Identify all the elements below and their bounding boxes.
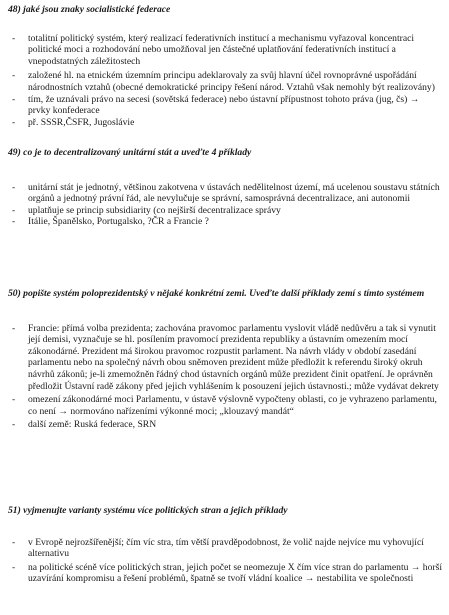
bullet-list bbox=[8, 33, 444, 129]
list-item: - Francie: přímá volba prezidenta; zachována pravomoc parlamentu vyslovit vládě nedůvěru a tak si vynutit její demisi, vyznačuje se hl. posílením pravomocí prezidenta republiky a ústavním omezením mocí zákonodárné. Prezident má širokou pravomoc rozpustit parlament. Na návrh vlády v období zasedání parlamentu nebo na společný návrh obou sněmoven prezident může předložit k referendu široký okruh návrhů zákonů; je-li zmemožněn řádný chod ústavních orgánů může prezident činit opatření. Je oprávněn předložit Ústavní radě zákony před jejich vyhlášením k posouzení jejich ústavnosti.; může vydávat dekrety bbox=[8, 323, 444, 393]
section-heading: 49) co je to decentralizovaný unitární stát a uveďte 4 příklady bbox=[8, 147, 252, 158]
section-heading: 50) popište systém poloprezidentský v nějaké konkrétní zemi. Uveďte další příklady zemí s tímto systémem bbox=[8, 288, 425, 299]
list-item: - v Evropě nejrozšířenější; čím víc stra, tím větší pravděpodobnost, že volič najde nejvíce mu vyhovující alternativu bbox=[8, 537, 444, 560]
section-50 bbox=[8, 288, 444, 433]
list-item: - totalitní politický systém, který realizací federativních institucí a mechanismu vyřazoval koncentraci politické moci a rozhodování nebo umožňoval jen částečné uplatňování federativních institucí a vnepodstatných záležitostech bbox=[8, 33, 444, 68]
bullet-list bbox=[8, 323, 444, 431]
list-item: - Itálie, Španělsko, Portugalsko, ?ČR a Francie ? bbox=[8, 216, 444, 228]
section-51 bbox=[8, 505, 444, 585]
section-48 bbox=[8, 4, 444, 128]
list-item: - unitární stát je jednotný, většinou zakotvena v ústavách nedělitelnost území, má ucelenou soustavu státních orgánů a jednotný právní řád, ale nevylučuje se správní, samosprávná decentralizace, ani autonomii bbox=[8, 182, 444, 205]
list-item: - založené hl. na etnickém územním principu adeklarovaly za svůj hlavní účel rovnoprávné uspořádání národnostních vztahů (obecné demokratické principy řešení národ. Vztahů však nemohly být realizovány) bbox=[8, 70, 444, 93]
list-item: - př. SSSR,ČSFR, Jugoslávie bbox=[8, 117, 444, 129]
section-49 bbox=[8, 147, 444, 228]
list-item: - na politické scéně více politických stran, jejich počet se neomezuje X čím více stran do parlamentu → horší uzavírání kompromisu a řešení problémů, špatně se tvoří vládní koalice → nestabilita ve společnosti bbox=[8, 562, 444, 585]
list-item: - uplatňuje se princip subsidiarity (co nejširší decentralizace správy bbox=[8, 205, 444, 217]
list-item: - další země: Ruská federace, SRN bbox=[8, 419, 444, 431]
section-heading: 48) jaké jsou znaky socialistické federace bbox=[8, 4, 171, 15]
list-item: - tím, že uznávali právo na secesi (sovětská federace) nebo ústavní přípustnost tohoto práva (jug, čs) → prvky konfederace bbox=[8, 94, 444, 117]
bullet-list bbox=[8, 182, 444, 228]
bullet-list bbox=[8, 537, 444, 585]
list-item: - omezení zákonodárné moci Parlamentu, v ústavě výslovně vypočteny oblasti, co je vyhrazeno parlamentu, co není → normováno nařízeními výkonné moci; „klouzavý mandát“ bbox=[8, 394, 444, 417]
section-heading: 51) vyjmenujte varianty systému více politických stran a jejich příklady bbox=[8, 505, 288, 516]
